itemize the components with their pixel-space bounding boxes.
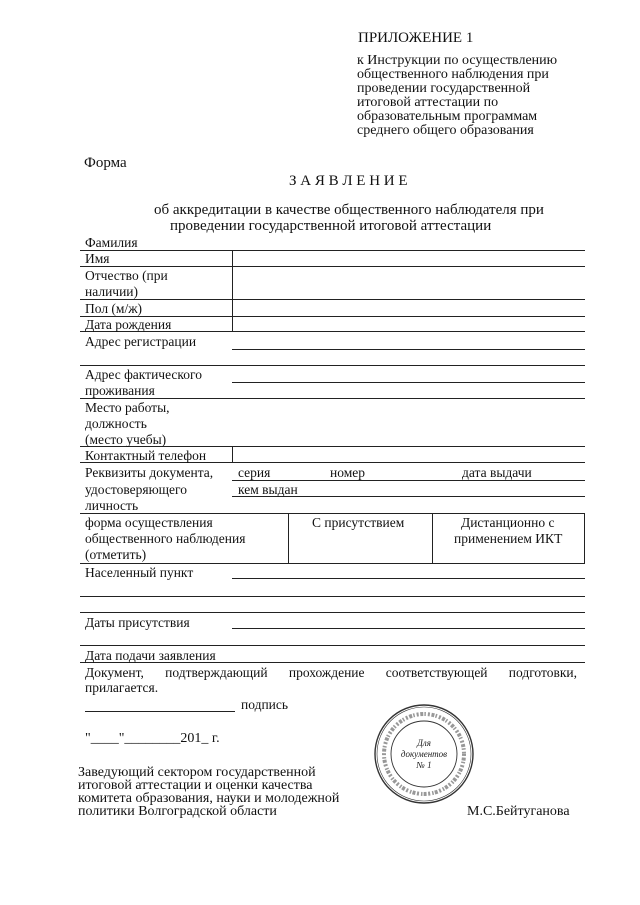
field-label-reg-address: Адрес регистрации: [85, 334, 197, 349]
stamp-text: документов: [400, 749, 448, 759]
field-label-document: Реквизиты документа,: [85, 465, 214, 480]
field-label-locality: Населенный пункт: [85, 565, 194, 580]
row-divider: [80, 398, 585, 399]
footer-line: политики Волгоградской области: [78, 804, 277, 819]
field-label-birthdate: Дата рождения: [85, 317, 172, 332]
row-divider: [80, 596, 585, 597]
field-label-document: личность: [85, 498, 139, 513]
row-divider: [80, 365, 585, 366]
row-divider: [80, 250, 585, 251]
field-label-mode: (отметить): [85, 547, 147, 562]
appendix-line: итоговой аттестации по: [357, 95, 499, 110]
field-label-mode: форма осуществления: [85, 515, 213, 530]
footer-line: Заведующий сектором государственной: [78, 765, 316, 780]
appendix-title: ПРИЛОЖЕНИЕ 1: [358, 30, 474, 46]
mode-remote-option[interactable]: Дистанционно с: [461, 515, 555, 530]
attachment-word: подтверждающий: [165, 665, 268, 680]
field-label-mode: общественного наблюдения: [85, 531, 246, 546]
row-divider: [80, 563, 585, 564]
page-title: З А Я В Л Е Н И Е: [289, 173, 408, 189]
input-line: [232, 578, 585, 579]
appendix-line: образовательным программам: [357, 109, 538, 124]
row-divider: [80, 266, 585, 267]
field-label-document: удостоверяющего: [85, 482, 187, 497]
field-label-submission-date: Дата подачи заявления: [85, 648, 216, 663]
stamp-text: Для: [417, 738, 431, 748]
field-label-work: Место работы,: [85, 400, 170, 415]
field-label-patronymic: Отчество (при: [85, 268, 168, 283]
column-divider: [584, 513, 585, 563]
mode-remote-option[interactable]: применением ИКТ: [454, 531, 563, 546]
official-stamp: [372, 702, 476, 806]
attachment-word: Документ,: [85, 665, 144, 680]
stamp-text: № 1: [416, 760, 432, 770]
attachment-word: прохождение: [288, 665, 365, 680]
column-divider: [232, 250, 233, 332]
row-divider: [80, 299, 585, 300]
mode-presence-option[interactable]: С присутствием: [312, 515, 405, 530]
field-label-sex: Пол (м/ж): [85, 301, 143, 316]
input-line: [232, 349, 585, 350]
input-line: [232, 382, 585, 383]
row-divider: [80, 612, 585, 613]
field-label-name: Имя: [85, 251, 110, 266]
date-line[interactable]: "____"________201_ г.: [85, 731, 220, 746]
subheading-line: проведении государственной итоговой аттестации: [170, 218, 492, 234]
input-line: [232, 628, 585, 629]
doc-issue-date-label: дата выдачи: [462, 465, 532, 480]
column-divider: [232, 446, 233, 463]
appendix-line: среднего общего образования: [357, 123, 534, 138]
appendix-line: общественного наблюдения при: [357, 67, 549, 82]
field-label-presence-dates: Даты присутствия: [85, 615, 190, 630]
field-label-phone: Контактный телефон: [85, 448, 207, 463]
doc-series-label: серия: [238, 465, 271, 480]
doc-number-label: номер: [330, 465, 366, 480]
field-label-actual-address: Адрес фактического: [85, 367, 202, 382]
footer-line: комитета образования, науки и молодежной: [78, 791, 340, 806]
signer-name: М.С.Бейтуганова: [467, 804, 570, 819]
field-label-patronymic: наличии): [85, 284, 139, 299]
column-divider: [288, 513, 289, 563]
footer-line: итоговой аттестации и оценки качества: [78, 778, 313, 793]
row-divider: [80, 645, 585, 646]
appendix-line: проведении государственной: [357, 81, 531, 96]
attachment-word: соответствующей: [385, 665, 488, 680]
signature-label: подпись: [241, 697, 289, 712]
subheading-line: об аккредитации в качестве общественного наблюдателя при: [154, 202, 544, 218]
form-label: Форма: [84, 155, 127, 171]
signature-line[interactable]: [85, 711, 235, 712]
doc-issued-by-label: кем выдан: [238, 482, 298, 497]
field-label-work: (место учебы): [85, 432, 167, 447]
attachment-word: подготовки,: [508, 665, 577, 680]
input-line: [232, 480, 585, 481]
appendix-line: к Инструкции по осуществлению: [357, 53, 558, 68]
field-label-surname: Фамилия: [85, 235, 138, 250]
column-divider: [432, 513, 433, 563]
attachment-statement: [85, 665, 577, 681]
row-divider: [80, 513, 585, 514]
attachment-statement-end: прилагается.: [85, 680, 159, 695]
field-label-work: должность: [85, 416, 147, 431]
field-label-actual-address: проживания: [85, 383, 155, 398]
